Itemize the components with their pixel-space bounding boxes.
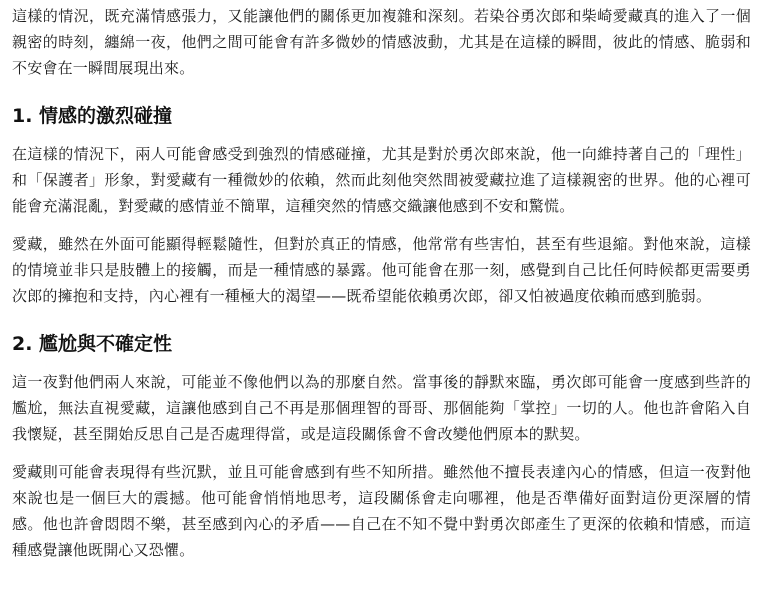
section-heading-emotional-collision: 1. 情感的激烈碰撞 — [12, 105, 173, 127]
section-heading-awkwardness-uncertainty: 2. 尷尬與不確定性 — [12, 333, 173, 355]
intro-paragraph: 這樣的情況，既充滿情感張力，又能讓他們的關係更加複雜和深刻。若染谷勇次郎和柴崎愛藏真的進入了一個親密的時刻，纏綿一夜，他們之間可能會有許多微妙的情感波動，尤其是在這樣的瞬間，彼此的情感、脆弱和不安會在一瞬間展現出來。 — [12, 7, 751, 77]
section-2-paragraph-1: 這一夜對他們兩人來說，可能並不像他們以為的那麼自然。當事後的靜默來臨，勇次郎可能會一度感到些許的尷尬，無法直視愛藏，這讓他感到自己不再是那個理智的哥哥、那個能夠「掌控」一切的人。他也許會陷入自我懷疑，甚至開始反思自己是否處理得當，或是這段關係會不會改變他們原本的默契。 — [12, 373, 751, 443]
section-1-paragraph-1: 在這樣的情況下，兩人可能會感受到強烈的情感碰撞，尤其是對於勇次郎來說，他一向維持著自己的「理性」和「保護者」形象，對愛藏有一種微妙的依賴，然而此刻他突然間被愛藏拉進了這樣親密的世界。他的心裡可能會充滿混亂，對愛藏的感情並不簡單，這種突然的情感交織讓他感到不安和驚慌。 — [12, 145, 751, 215]
section-1-paragraph-2: 愛藏，雖然在外面可能顯得輕鬆隨性，但對於真正的情感，他常常有些害怕，甚至有些退縮。對他來說，這樣的情境並非只是肢體上的接觸，而是一種情感的暴露。他可能會在那一刻，感覺到自己比任何時候都更需要勇次郎的擁抱和支持，內心裡有一種極大的渴望——既希望能依賴勇次郎，卻又怕被過度依賴而感到脆弱。 — [12, 235, 751, 305]
section-2-paragraph-2: 愛藏則可能會表現得有些沉默，並且可能會感到有些不知所措。雖然他不擅長表達內心的情感，但這一夜對他來說也是一個巨大的震撼。他可能會悄悄地思考，這段關係會走向哪裡，他是否準備好面對這份更深層的情感。他也許會悶悶不樂，甚至感到內心的矛盾——自己在不知不覺中對勇次郎產生了更深的依賴和情感，而這種感覺讓他既開心又恐懼。 — [12, 463, 751, 559]
